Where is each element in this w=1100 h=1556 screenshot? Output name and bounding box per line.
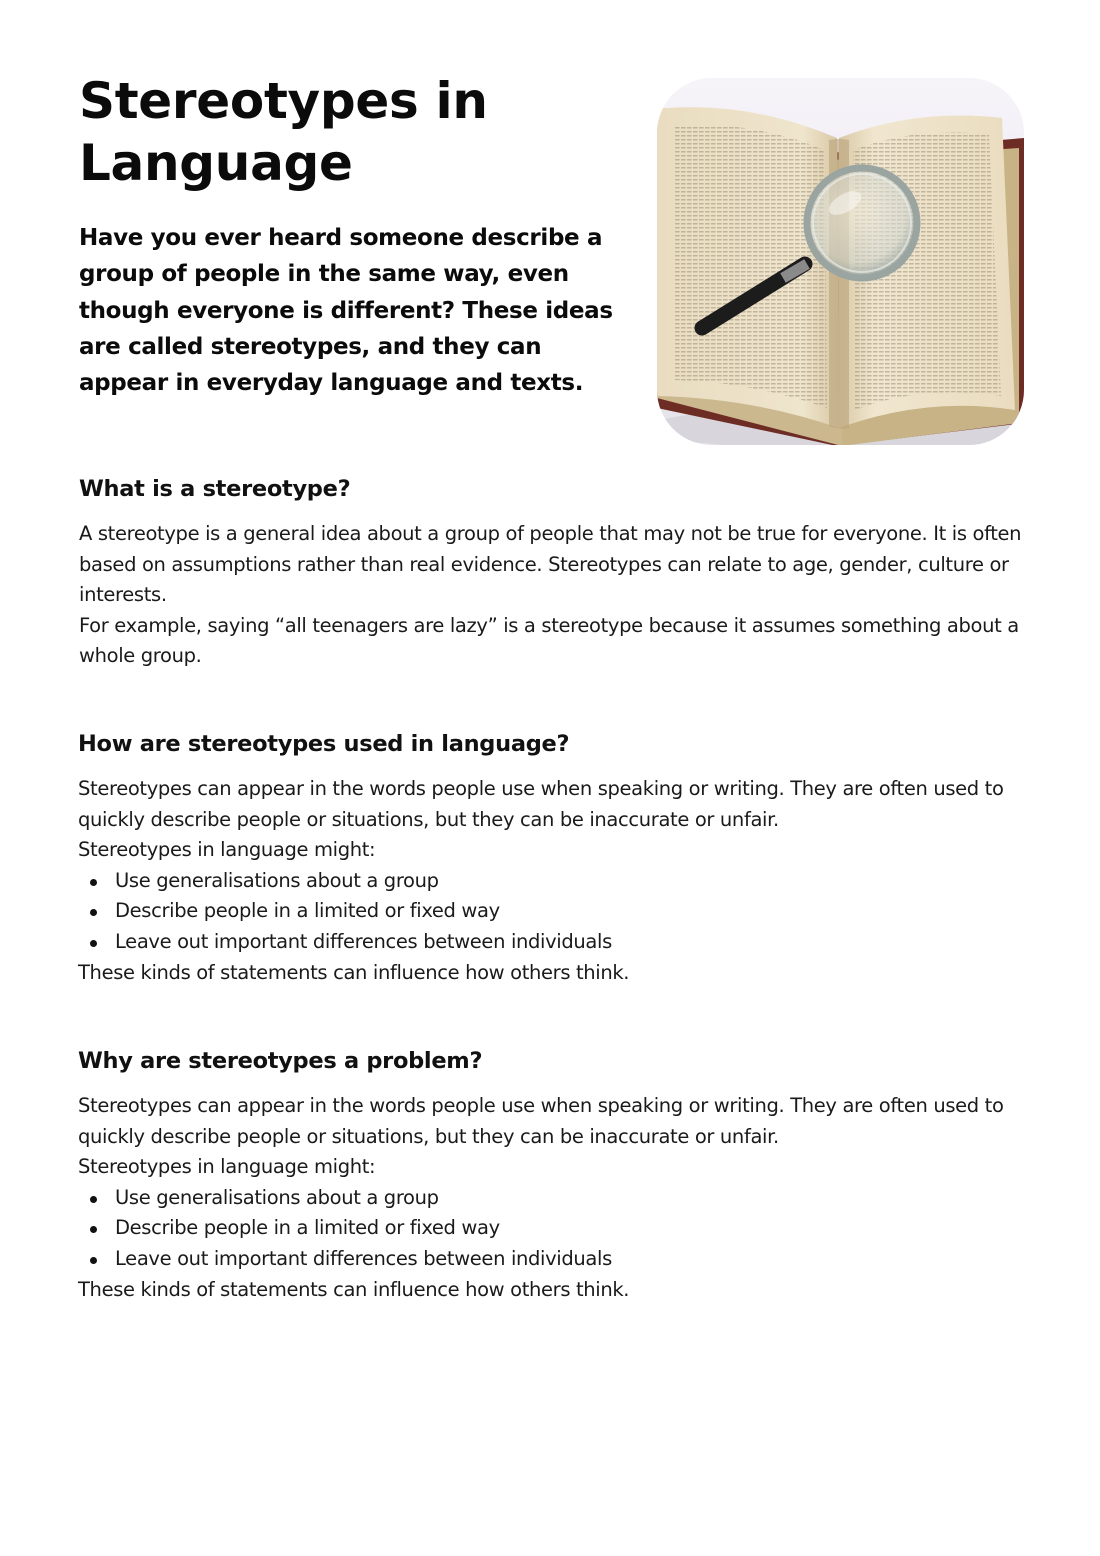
intro-text: Have you ever heard someone describe a group of people in the same way, even though everyone is different? These ideas are called stereotypes, and they can appear in everyday language and texts.	[79, 225, 613, 397]
bullet-list	[78, 866, 1023, 958]
section-heading: How are stereotypes used in language?	[78, 731, 570, 757]
section-paragraph: Stereotypes can appear in the words people use when speaking or writing. They are often used to quickly describe people or situations, but they can be inaccurate or unfair.	[78, 777, 1004, 831]
section-closing: These kinds of statements can influence how others think.	[78, 1277, 630, 1301]
list-item: Use generalisations about a group	[78, 866, 1023, 897]
section-paragraph: Stereotypes can appear in the words people use when speaking or writing. They are often used to quickly describe people or situations, but they can be inaccurate or unfair.	[78, 1094, 1004, 1148]
section-paragraph: For example, saying “all teenagers are lazy” is a stereotype because it assumes something about a whole group.	[79, 613, 1019, 668]
book-magnifier-photo	[657, 78, 1024, 445]
section-heading: Why are stereotypes a problem?	[78, 1048, 483, 1074]
section-heading: What is a stereotype?	[79, 476, 351, 502]
list-item: Describe people in a limited or fixed way	[78, 896, 1023, 927]
bullet-list	[78, 1183, 1023, 1275]
list-item: Leave out important differences between individuals	[78, 927, 1023, 958]
section-what-is-stereotype	[79, 474, 1024, 672]
section-why-problem	[78, 1046, 1023, 1305]
section-closing: These kinds of statements can influence how others think.	[78, 960, 630, 984]
list-intro: Stereotypes in language might:	[78, 1155, 376, 1179]
section-paragraph: A stereotype is a general idea about a group of people that may not be true for everyone. It is often based on assumptions rather than real evidence. Stereotypes can relate to age, gender, culture or interests.	[79, 522, 1022, 607]
section-how-used-in-language	[78, 729, 1023, 988]
list-item: Leave out important differences between individuals	[78, 1244, 1023, 1275]
list-item: Describe people in a limited or fixed way	[78, 1213, 1023, 1244]
list-intro: Stereotypes in language might:	[78, 838, 376, 862]
page-title: Stereotypes in Language	[79, 72, 488, 192]
list-item: Use generalisations about a group	[78, 1183, 1023, 1214]
